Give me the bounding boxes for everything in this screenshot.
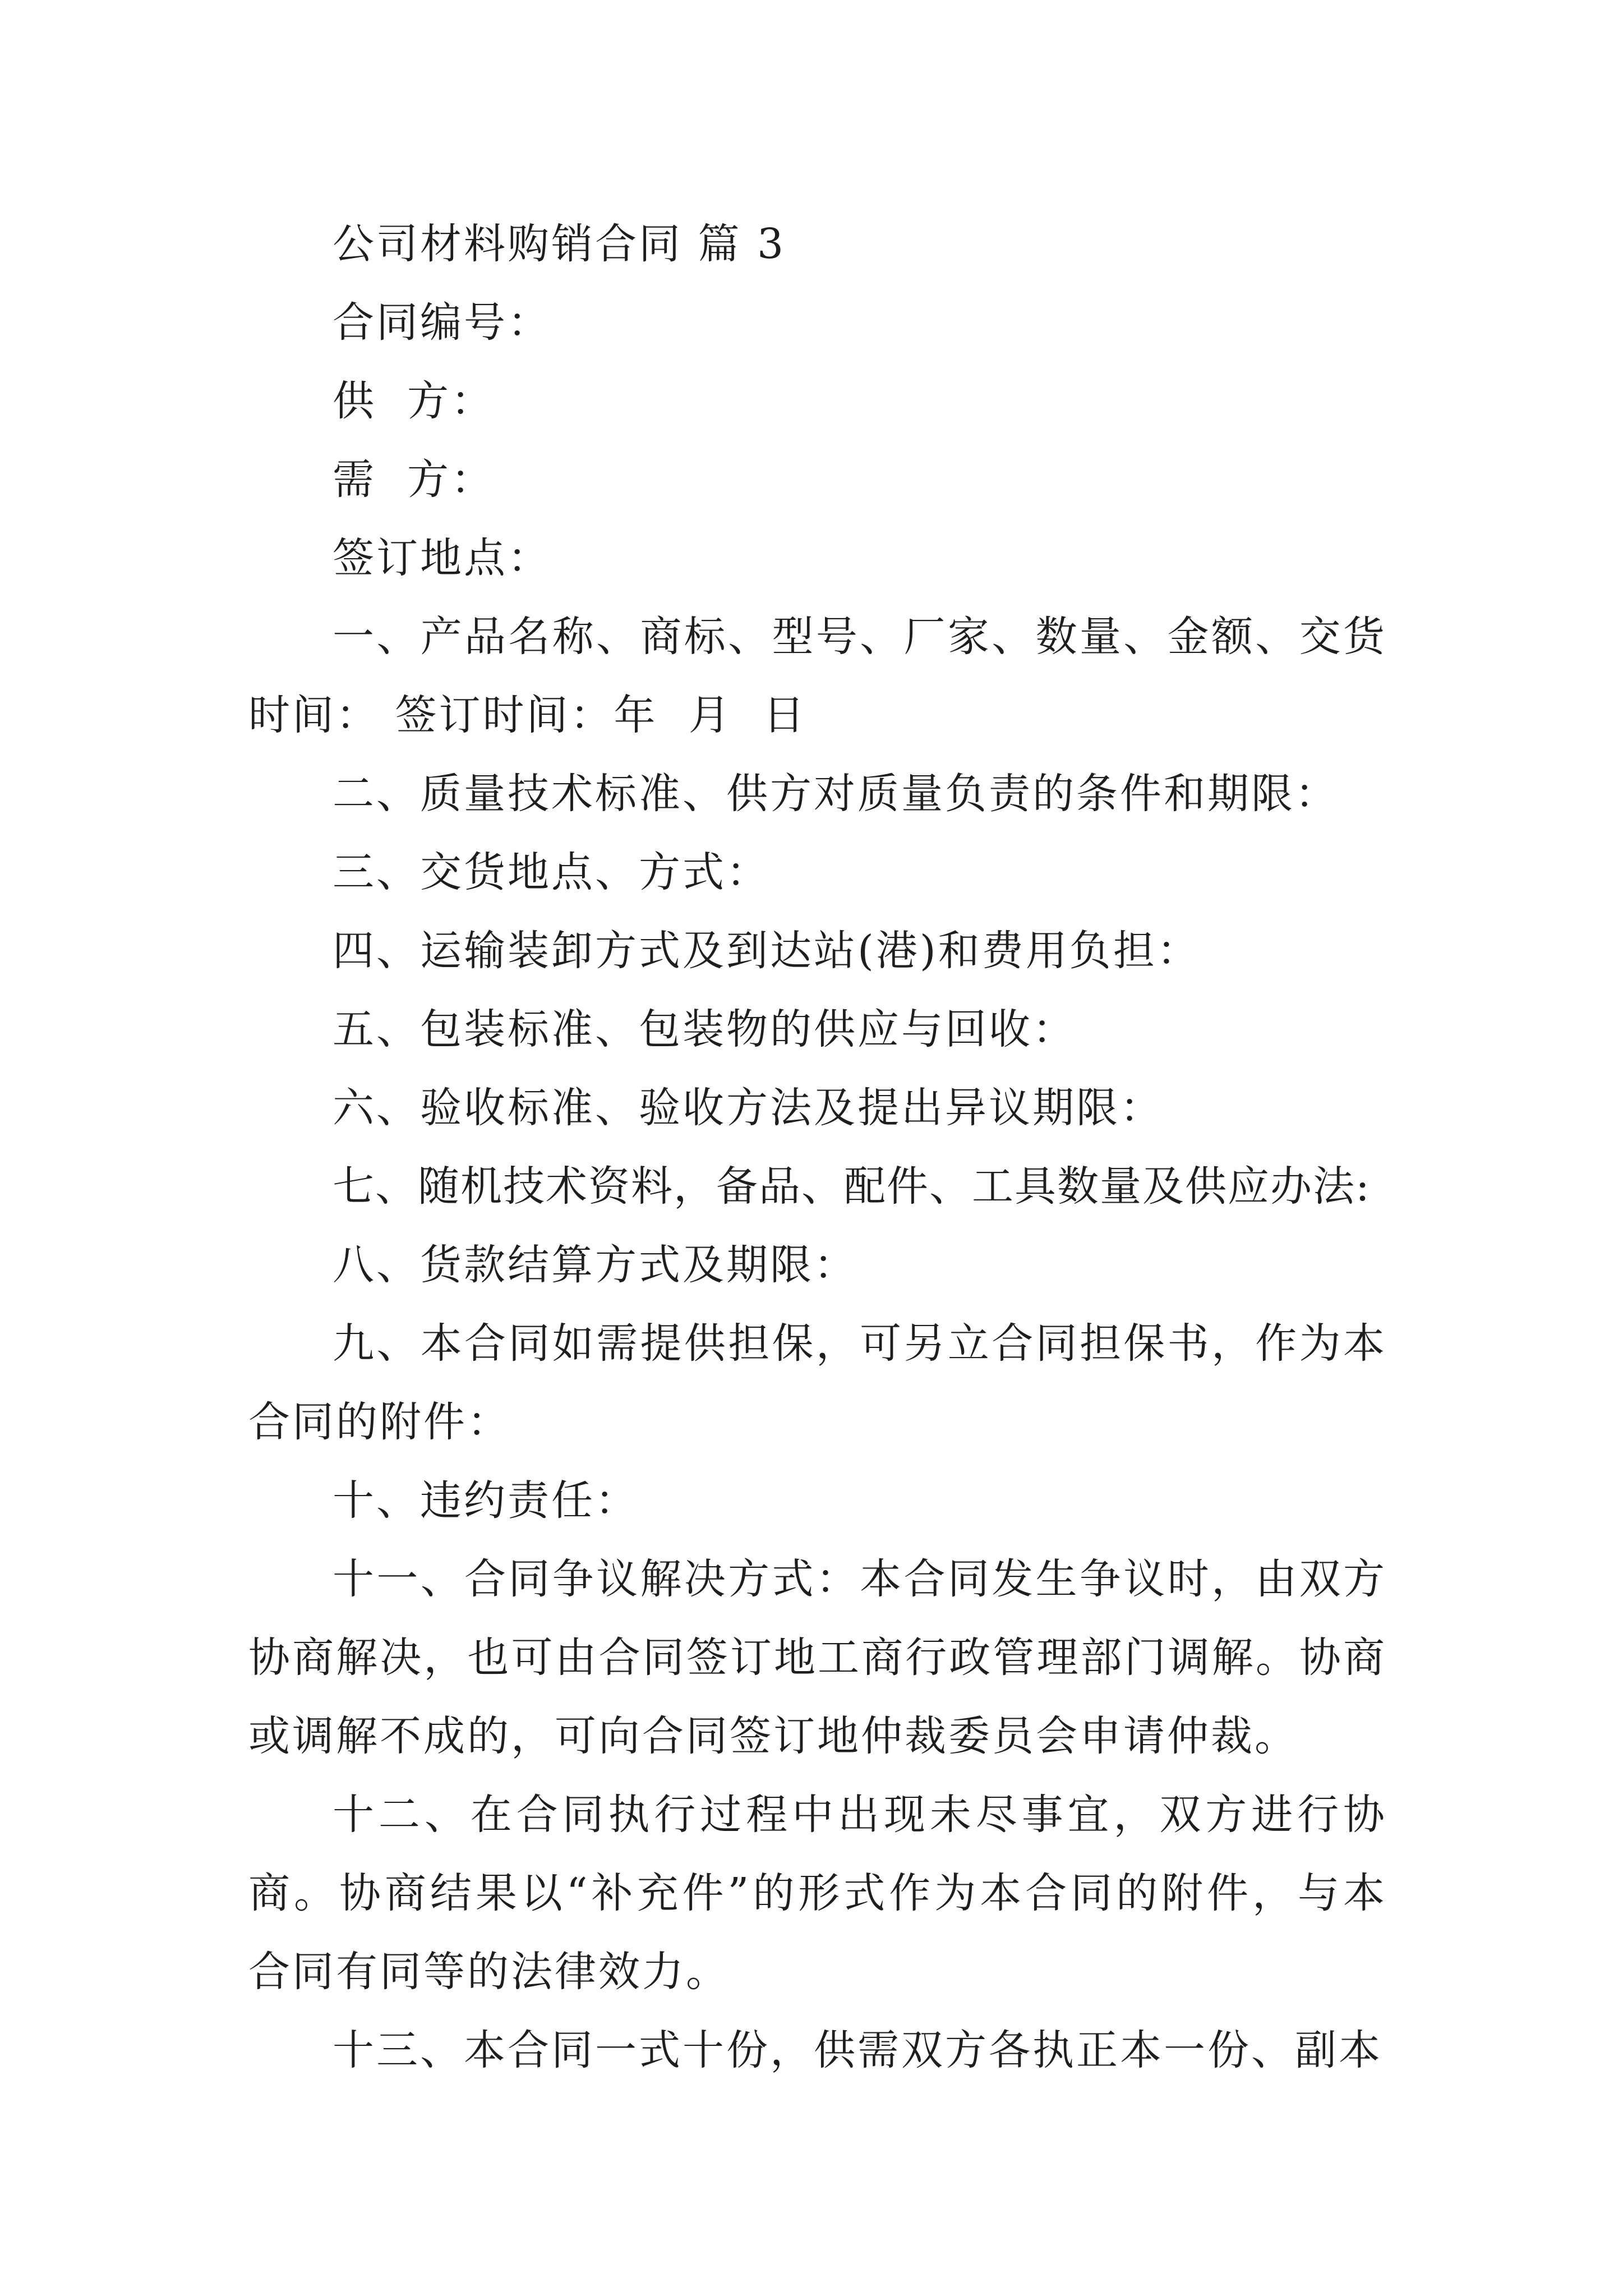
- clause-8: 八、货款结算方式及期限：: [333, 1241, 857, 1289]
- signing-place-label: 签订地点：: [333, 534, 551, 582]
- clause-11: 十一、合同争议解决方式：本合同发生争议时，由双方协商解决，也可由合同签订地工商行政管理部门调解。协商或调解不成的，可向合同签订地仲裁委员会申请仲裁。: [248, 1555, 1387, 1760]
- clause-12: 十二、在合同执行过程中出现未尽事宜，双方进行协商。协商结果以“补充件”的形式作为本合同的附件，与本合同有同等的法律效力。: [248, 1791, 1387, 1996]
- clause-3: 三、交货地点、方式：: [333, 848, 770, 896]
- clause-9: 九、本合同如需提供担保，可另立合同担保书，作为本合同的附件：: [248, 1319, 1387, 1446]
- clause-1: 一、产品名称、商标、型号、厂家、数量、金额、交货时间： 签订时间：年 月 日: [248, 613, 1387, 739]
- contract-number-label: 合同编号：: [333, 298, 551, 347]
- supplier-label: 供 方：: [333, 377, 495, 425]
- contract-body: [248, 205, 1387, 2090]
- clause-6: 六、验收标准、验收方法及提出异议期限：: [333, 1084, 1164, 1132]
- clause-10: 十、违约责任：: [333, 1476, 639, 1525]
- clause-7: 七、随机技术资料，备品、配件、工具数量及供应办法:: [333, 1162, 1371, 1211]
- buyer-label: 需 方：: [333, 455, 495, 504]
- clause-4: 四、运输装卸方式及到达站(港)和费用负担：: [333, 927, 1201, 975]
- document-title: 公司材料购销合同 篇 3: [333, 220, 786, 268]
- clause-2: 二、质量技术标准、供方对质量负责的条件和期限：: [333, 770, 1339, 818]
- clause-13: 十三、本合同一式十份，供需双方各执正本一份、副本: [333, 2026, 1382, 2074]
- clause-5: 五、包装标准、包装物的供应与回收：: [333, 1005, 1076, 1053]
